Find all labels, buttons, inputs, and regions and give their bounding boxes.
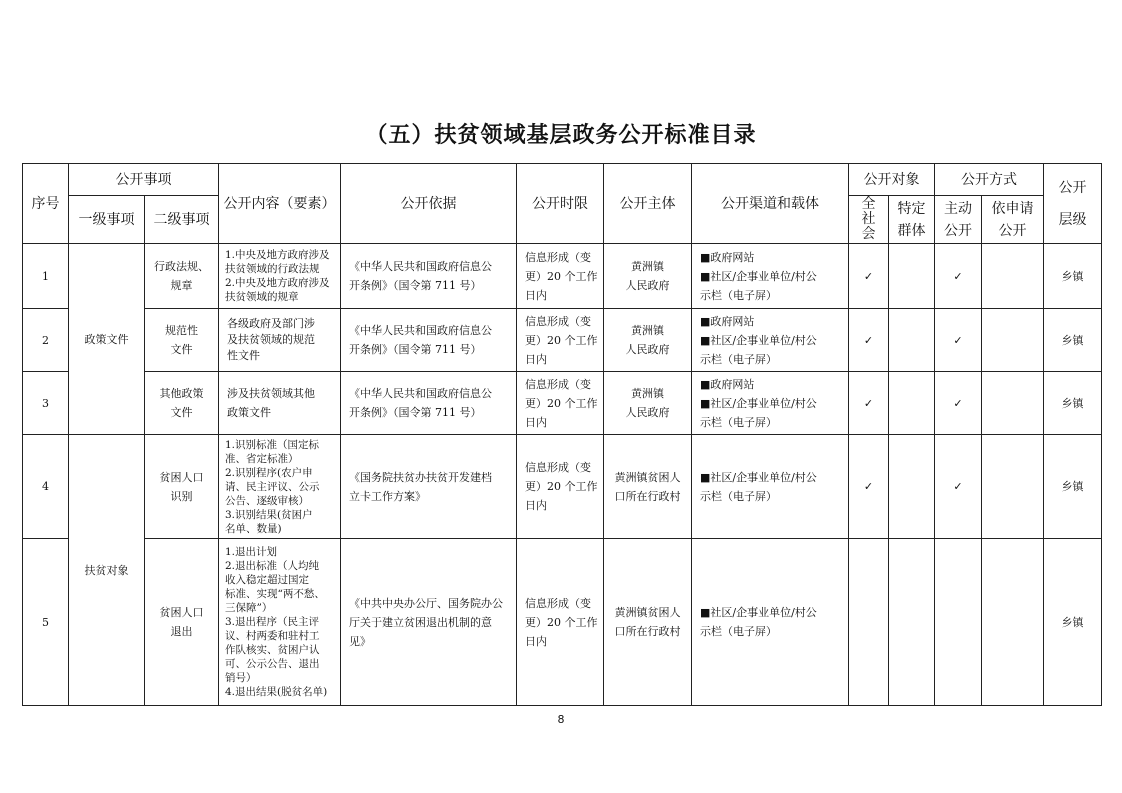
line: 及扶贫领域的规范 bbox=[227, 333, 315, 346]
line: 示栏（电子屏） bbox=[700, 415, 777, 429]
line: 1.中央及地方政府涉及 bbox=[225, 249, 330, 261]
line: 贫困人口 bbox=[159, 470, 204, 484]
check-all: ✓ bbox=[849, 309, 889, 372]
line: 文件 bbox=[170, 343, 193, 356]
line: 信息形成（变 bbox=[525, 250, 591, 264]
line: 日内 bbox=[525, 352, 547, 366]
row-level: 乡镇 bbox=[1044, 309, 1102, 372]
check-all: ✓ bbox=[849, 372, 889, 435]
line: 示栏（电子屏） bbox=[700, 625, 777, 638]
line: 信息形成（变 bbox=[525, 314, 591, 328]
header-level1: 一级事项 bbox=[69, 196, 145, 244]
line: 《国务院扶贫办扶贫开发建档 bbox=[349, 470, 492, 484]
row-subject bbox=[604, 435, 692, 539]
line: 示栏（电子屏） bbox=[700, 352, 777, 366]
check-active: ✓ bbox=[935, 435, 982, 539]
row-level: 乡镇 bbox=[1044, 435, 1102, 539]
line: 2.中央及地方政府涉及 bbox=[225, 277, 330, 289]
row-level2 bbox=[145, 309, 219, 372]
check-apply bbox=[982, 309, 1044, 372]
line: 公告、逐级审核） bbox=[225, 494, 309, 507]
line: 信息形成（变 bbox=[525, 596, 591, 610]
table-row bbox=[23, 309, 1102, 372]
table-row bbox=[23, 435, 1102, 539]
line: 识别 bbox=[170, 489, 193, 503]
check-all: ✓ bbox=[849, 244, 889, 309]
row-level: 乡镇 bbox=[1044, 372, 1102, 435]
line: 贫困人口 bbox=[159, 606, 204, 619]
header-level2: 二级事项 bbox=[145, 196, 219, 244]
row-seq: 4 bbox=[23, 435, 69, 539]
row-level2 bbox=[145, 435, 219, 539]
table-row bbox=[23, 244, 1102, 309]
header-target: 公开对象 bbox=[849, 164, 935, 196]
row-content bbox=[219, 309, 341, 372]
row-seq: 3 bbox=[23, 372, 69, 435]
line: 人民政府 bbox=[625, 343, 670, 356]
check-all: ✓ bbox=[849, 435, 889, 539]
row-level: 乡镇 bbox=[1044, 539, 1102, 706]
header-basis: 公开依据 bbox=[341, 164, 517, 244]
header-subject: 公开主体 bbox=[604, 164, 692, 244]
check-specific bbox=[889, 435, 935, 539]
row-seq: 2 bbox=[23, 309, 69, 372]
line: 3.退出程序（民主评 bbox=[225, 616, 320, 628]
line: 各级政府及部门涉 bbox=[227, 317, 315, 330]
line: 可、公示公告、退出 bbox=[225, 658, 320, 670]
header-seq: 序号 bbox=[23, 164, 69, 244]
check-specific bbox=[889, 539, 935, 706]
line: 政策文件 bbox=[227, 406, 271, 419]
check-specific bbox=[889, 244, 935, 309]
line: 4.退出结果(脱贫名单) bbox=[225, 686, 328, 698]
header-method-active bbox=[935, 196, 982, 244]
header-channel: 公开渠道和载体 bbox=[692, 164, 849, 244]
line: 准、省定标准） bbox=[225, 452, 299, 465]
line: ■社区/企事业单位/村公 bbox=[700, 470, 817, 484]
line: 黄洲镇贫困人 bbox=[614, 470, 681, 484]
row-time bbox=[517, 435, 604, 539]
line: 日内 bbox=[525, 288, 547, 302]
row-level2 bbox=[145, 372, 219, 435]
check-apply bbox=[982, 435, 1044, 539]
line: 黄洲镇 bbox=[631, 387, 664, 400]
header-target-specific-line: 特定 bbox=[897, 200, 926, 217]
row-time bbox=[517, 244, 604, 309]
line: 《中华人民共和国政府信息公 bbox=[349, 260, 492, 273]
line: 开条例》（国令第 711 号） bbox=[349, 279, 482, 292]
table-row bbox=[23, 372, 1102, 435]
header-target-all bbox=[849, 196, 889, 244]
row-content bbox=[219, 539, 341, 706]
header-method-active-line: 公开 bbox=[944, 222, 972, 239]
row-time bbox=[517, 539, 604, 706]
line: 日内 bbox=[525, 415, 547, 429]
group-poor: 扶贫对象 bbox=[69, 435, 145, 706]
header-method-apply bbox=[982, 196, 1044, 244]
check-active: ✓ bbox=[935, 309, 982, 372]
line: 标准、实现“两不愁、 bbox=[225, 588, 325, 600]
line: 黄洲镇贫困人 bbox=[614, 606, 681, 619]
row-channel bbox=[692, 244, 849, 309]
line: 更）20 个工作 bbox=[525, 396, 598, 410]
line: 《中华人民共和国政府信息公 bbox=[349, 387, 492, 400]
line: 口所在行政村 bbox=[614, 489, 681, 503]
check-active: ✓ bbox=[935, 372, 982, 435]
row-time bbox=[517, 372, 604, 435]
line: ■政府网站 bbox=[700, 250, 755, 264]
row-basis bbox=[341, 309, 517, 372]
line: 立卡工作方案》 bbox=[349, 489, 426, 503]
header-time: 公开时限 bbox=[517, 164, 604, 244]
row-level: 乡镇 bbox=[1044, 244, 1102, 309]
check-active: ✓ bbox=[935, 244, 982, 309]
row-channel bbox=[692, 309, 849, 372]
line: 见》 bbox=[349, 634, 371, 648]
line: 2.识别程序(农户申 bbox=[225, 466, 313, 479]
line: 名单、数量) bbox=[225, 522, 282, 535]
row-level2 bbox=[145, 539, 219, 706]
line: 收入稳定超过国定 bbox=[225, 574, 309, 586]
disclosure-table bbox=[22, 163, 1102, 706]
line: 扶贫领域的行政法规 bbox=[225, 263, 320, 275]
line: 人民政府 bbox=[625, 279, 670, 292]
check-apply bbox=[982, 372, 1044, 435]
line: 文件 bbox=[170, 406, 193, 419]
row-seq: 5 bbox=[23, 539, 69, 706]
line: 退出 bbox=[170, 625, 193, 638]
header-level-line: 层级 bbox=[1058, 211, 1087, 228]
page-title: （五）扶贫领域基层政务公开标准目录 bbox=[365, 122, 757, 148]
row-content bbox=[219, 244, 341, 309]
line: 信息形成（变 bbox=[525, 377, 591, 391]
row-channel bbox=[692, 539, 849, 706]
line: ■社区/企事业单位/村公 bbox=[700, 396, 817, 410]
line: 作队核实、贫困户认 bbox=[225, 644, 320, 656]
line: 更）20 个工作 bbox=[525, 269, 598, 283]
line: ■社区/企事业单位/村公 bbox=[700, 333, 817, 347]
line: ■社区/企事业单位/村公 bbox=[700, 269, 817, 283]
line: 《中共中央办公厅、国务院办公 bbox=[349, 596, 503, 610]
line: 日内 bbox=[525, 499, 547, 512]
line: 其他政策 bbox=[159, 387, 204, 400]
check-apply bbox=[982, 244, 1044, 309]
header-items: 公开事项 bbox=[69, 164, 219, 196]
check-apply bbox=[982, 539, 1044, 706]
line: 请、民主评议、公示 bbox=[225, 480, 320, 493]
row-subject bbox=[604, 244, 692, 309]
header-content: 公开内容（要素） bbox=[219, 164, 341, 244]
line: 1.退出计划 bbox=[225, 546, 278, 558]
line: 开条例》（国令第 711 号） bbox=[349, 406, 482, 419]
check-active bbox=[935, 539, 982, 706]
line: 2.退出标准（人均纯 bbox=[225, 560, 320, 572]
line: 厅关于建立贫困退出机制的意 bbox=[349, 615, 492, 629]
header-target-specific bbox=[889, 196, 935, 244]
line: 黄洲镇 bbox=[631, 260, 664, 273]
line: 销号） bbox=[225, 672, 257, 684]
row-subject bbox=[604, 309, 692, 372]
group-policy: 政策文件 bbox=[69, 244, 145, 435]
row-basis bbox=[341, 244, 517, 309]
line: 《中华人民共和国政府信息公 bbox=[349, 324, 492, 337]
row-subject bbox=[604, 372, 692, 435]
line: 黄洲镇 bbox=[631, 324, 664, 337]
line: ■社区/企事业单位/村公 bbox=[700, 606, 817, 619]
header-target-all-line: 全 bbox=[861, 196, 876, 212]
line: 议、村两委和驻村工 bbox=[225, 630, 320, 642]
line: 3.识别结果(贫困户 bbox=[225, 508, 313, 521]
row-basis bbox=[341, 372, 517, 435]
row-time bbox=[517, 309, 604, 372]
table-row bbox=[23, 539, 1102, 706]
line: 更）20 个工作 bbox=[525, 333, 598, 347]
line: 口所在行政村 bbox=[614, 625, 681, 638]
line: 扶贫领域的规章 bbox=[225, 291, 299, 303]
header-target-specific-line: 群体 bbox=[897, 222, 926, 239]
line: 规章 bbox=[170, 279, 193, 292]
row-channel bbox=[692, 372, 849, 435]
row-channel bbox=[692, 435, 849, 539]
row-level2 bbox=[145, 244, 219, 309]
page-number: 8 bbox=[557, 713, 565, 726]
check-all bbox=[849, 539, 889, 706]
line: 更）20 个工作 bbox=[525, 615, 598, 629]
line: 1.识别标准（国定标 bbox=[225, 438, 320, 451]
header-target-all-line: 会 bbox=[861, 226, 876, 242]
check-specific bbox=[889, 372, 935, 435]
header-method: 公开方式 bbox=[935, 164, 1044, 196]
header-level-line: 公开 bbox=[1058, 179, 1087, 196]
row-subject bbox=[604, 539, 692, 706]
line: 涉及扶贫领域其他 bbox=[227, 387, 315, 400]
row-basis bbox=[341, 539, 517, 706]
header-target-all-line: 社 bbox=[861, 211, 876, 227]
line: 日内 bbox=[525, 634, 547, 648]
line: 信息形成（变 bbox=[525, 461, 591, 474]
line: 示栏（电子屏） bbox=[700, 288, 777, 302]
row-content bbox=[219, 435, 341, 539]
line: 三保障”） bbox=[225, 602, 273, 614]
row-seq: 1 bbox=[23, 244, 69, 309]
header-method-apply-line: 依申请 bbox=[991, 200, 1034, 217]
row-basis bbox=[341, 435, 517, 539]
line: 更）20 个工作 bbox=[525, 480, 598, 493]
line: ■政府网站 bbox=[700, 377, 755, 391]
line: 人民政府 bbox=[625, 406, 670, 419]
line: 性文件 bbox=[227, 349, 260, 362]
line: 行政法规、 bbox=[154, 260, 209, 273]
header-method-apply-line: 公开 bbox=[998, 222, 1027, 239]
line: 开条例》（国令第 711 号） bbox=[349, 343, 482, 356]
header-level bbox=[1044, 164, 1102, 244]
header-method-active-line: 主动 bbox=[944, 200, 972, 217]
line: 示栏（电子屏） bbox=[700, 489, 777, 503]
line: 规范性 bbox=[165, 324, 198, 337]
row-content bbox=[219, 372, 341, 435]
check-specific bbox=[889, 309, 935, 372]
line: ■政府网站 bbox=[700, 314, 755, 328]
